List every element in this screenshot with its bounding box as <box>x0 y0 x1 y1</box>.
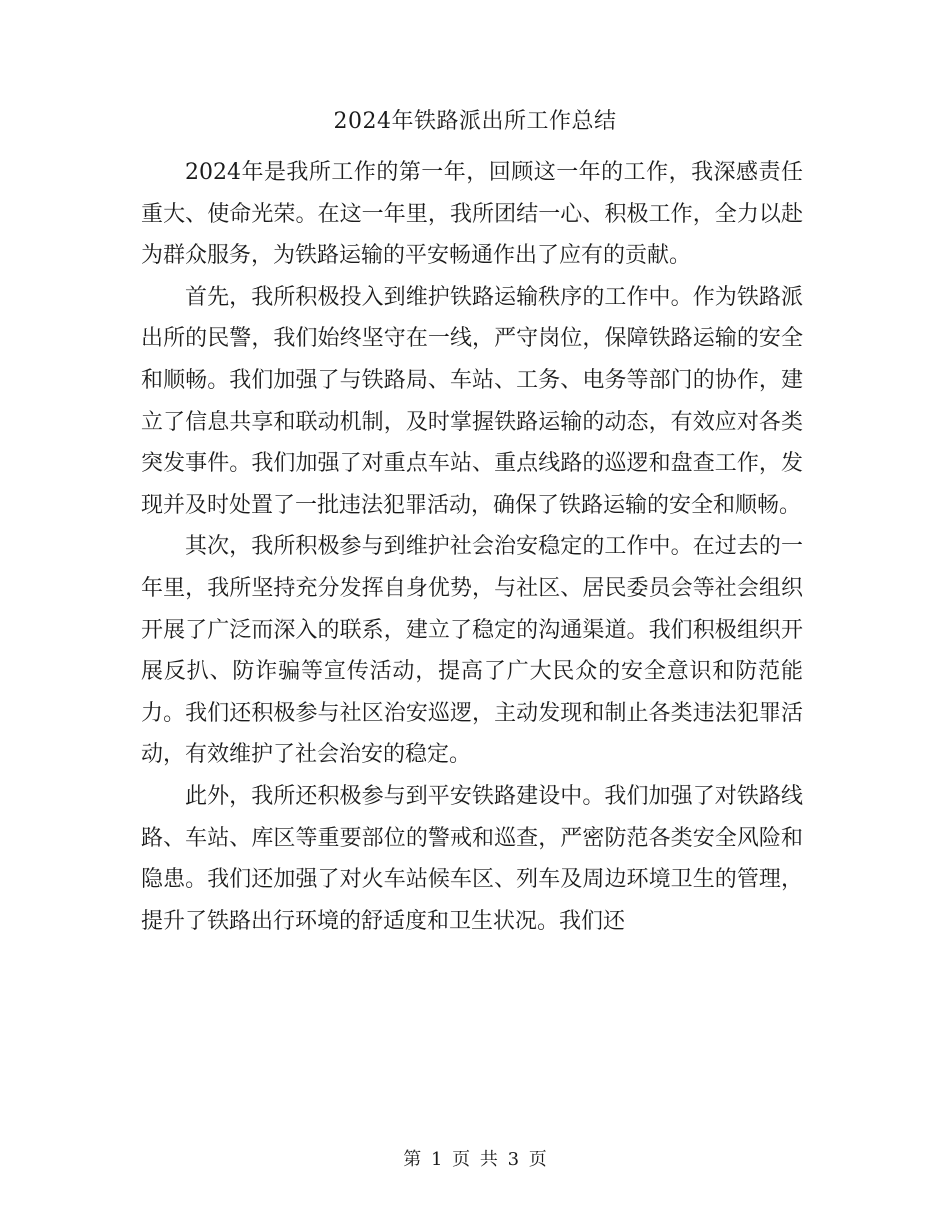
document-body <box>141 152 803 942</box>
page-footer: 第 1 页 共 3 页 <box>403 1149 547 1170</box>
paragraph: 首先，我所积极投入到维护铁路运输秩序的工作中。作为铁路派出所的民警，我们始终坚守在一线，严守岗位，保障铁路运输的安全和顺畅。我们加强了与铁路局、车站、工务、电务等部门的协作，建立了信息共享和联动机制，及时掌握铁路运输的动态，有效应对各类突发事件。我们加强了对重点车站、重点线路的巡逻和盘查工作，发现并及时处置了一批违法犯罪活动，确保了铁路运输的安全和顺畅。 <box>141 284 803 518</box>
paragraph: 此外，我所还积极参与到平安铁路建设中。我们加强了对铁路线路、车站、库区等重要部位的警戒和巡查，严密防范各类安全风险和隐患。我们还加强了对火车站候车区、列车及周边环境卫生的管理，提升了铁路出行环境的舒适度和卫生状况。我们还 <box>141 783 803 934</box>
paragraph: 其次，我所积极参与到维护社会治安稳定的工作中。在过去的一年里，我所坚持充分发挥自身优势，与社区、居民委员会等社会组织开展了广泛而深入的联系，建立了稳定的沟通渠道。我们积极组织开展反扒、防诈骗等宣传活动，提高了广大民众的安全意识和防范能力。我们还积极参与社区治安巡逻，主动发现和制止各类违法犯罪活动，有效维护了社会治安的稳定。 <box>141 534 803 768</box>
document-title: 2024年铁路派出所工作总结 <box>333 109 617 134</box>
paragraph: 2024年是我所工作的第一年，回顾这一年的工作，我深感责任重大、使命光荣。在这一年里，我所团结一心、积极工作，全力以赴为群众服务，为铁路运输的平安畅通作出了应有的贡献。 <box>141 160 803 269</box>
